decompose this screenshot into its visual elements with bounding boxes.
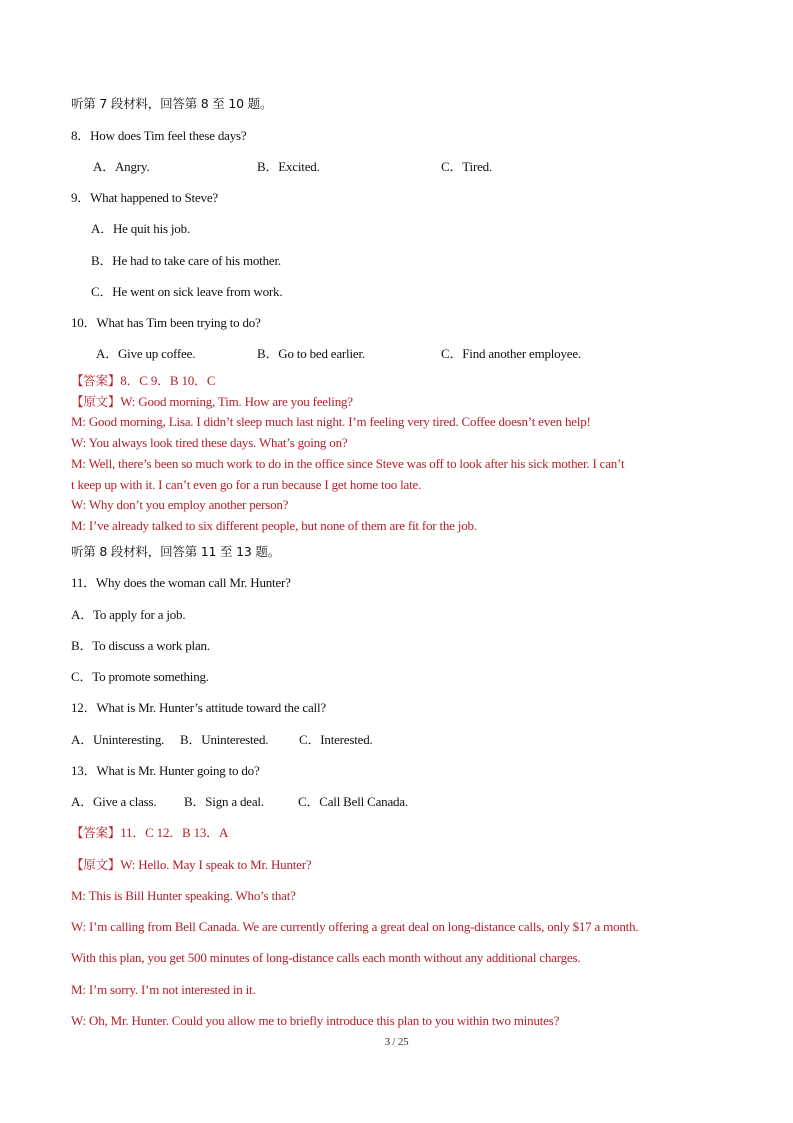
section-heading: 听第 7 段材料，回答第 8 至 10 题。 [71,96,273,111]
question-stem: 9．What happened to Steve? [71,190,218,205]
transcript-line [71,394,353,410]
question-stem: 13．What is Mr. Hunter going to do? [71,763,260,778]
transcript-line: W: You always look tired these days. What’s going on? [71,435,348,450]
answer-tag: 【答案】 [71,373,121,388]
answer-key: 8．C 9．B 10．C [120,373,216,388]
option-a: A．Uninteresting. [71,732,165,747]
question-stem: 10．What has Tim been trying to do? [71,315,261,330]
transcript-line: M: Good morning, Lisa. I didn’t sleep much last night. I’m feeling very tired. Coffee doesn’t even help! [71,414,591,429]
option-b: B．Go to bed earlier. [257,346,365,361]
transcript-line: With this plan, you get 500 minutes of long-distance calls each month without any additional charges. [71,950,581,965]
transcript-line: M: Well, there’s been so much work to do in the office since Steve was off to look after his sick mother. I can’t [71,456,625,471]
answer-line [71,825,228,841]
option-b: B．Excited. [257,159,320,174]
option-c: C．To promote something. [71,669,209,684]
answer-key: 11．C 12．B 13．A [120,825,229,840]
question-stem: 12．What is Mr. Hunter’s attitude toward the call? [71,700,326,715]
transcript-line: t keep up with it. I can’t even go for a run because I get home too late. [71,477,422,492]
option-a: A．Give up coffee. [96,346,196,361]
option-c: C．Call Bell Canada. [298,794,408,809]
option-a: A．To apply for a job. [71,607,186,622]
section-heading: 听第 8 段材料，回答第 11 至 13 题。 [71,544,281,559]
transcript-line: W: I’m calling from Bell Canada. We are currently offering a great deal on long-distance calls, only $17 a month. [71,919,639,934]
answer-line [71,373,215,389]
transcript-tag: 【原文】 [71,857,121,872]
transcript-text: W: Hello. May I speak to Mr. Hunter? [120,857,312,872]
transcript-line: M: I’m sorry. I’m not interested in it. [71,982,256,997]
option-a: A．He quit his job. [91,221,190,236]
option-c: C．Interested. [299,732,373,747]
transcript-line: W: Why don’t you employ another person? [71,497,289,512]
transcript-line: M: I’ve already talked to six different people, but none of them are fit for the job. [71,518,477,533]
option-a: A．Give a class. [71,794,157,809]
question-stem: 8．How does Tim feel these days? [71,128,247,143]
option-c: C．He went on sick leave from work. [91,284,283,299]
option-b: B．He had to take care of his mother. [91,253,281,268]
transcript-line: W: Oh, Mr. Hunter. Could you allow me to briefly introduce this plan to you within two minutes? [71,1013,560,1028]
option-b: B．Uninterested. [180,732,269,747]
option-b: B．Sign a deal. [184,794,264,809]
question-stem: 11．Why does the woman call Mr. Hunter? [71,575,291,590]
transcript-text: W: Good morning, Tim. How are you feeling? [120,394,353,409]
option-b: B．To discuss a work plan. [71,638,210,653]
page-number: 3 / 25 [384,1036,409,1048]
option-c: C．Find another employee. [441,346,581,361]
transcript-line [71,857,311,873]
transcript-tag: 【原文】 [71,394,121,409]
option-c: C．Tired. [441,159,493,174]
answer-tag: 【答案】 [71,825,121,840]
transcript-line: M: This is Bill Hunter speaking. Who’s that? [71,888,296,903]
option-a: A．Angry. [93,159,150,174]
